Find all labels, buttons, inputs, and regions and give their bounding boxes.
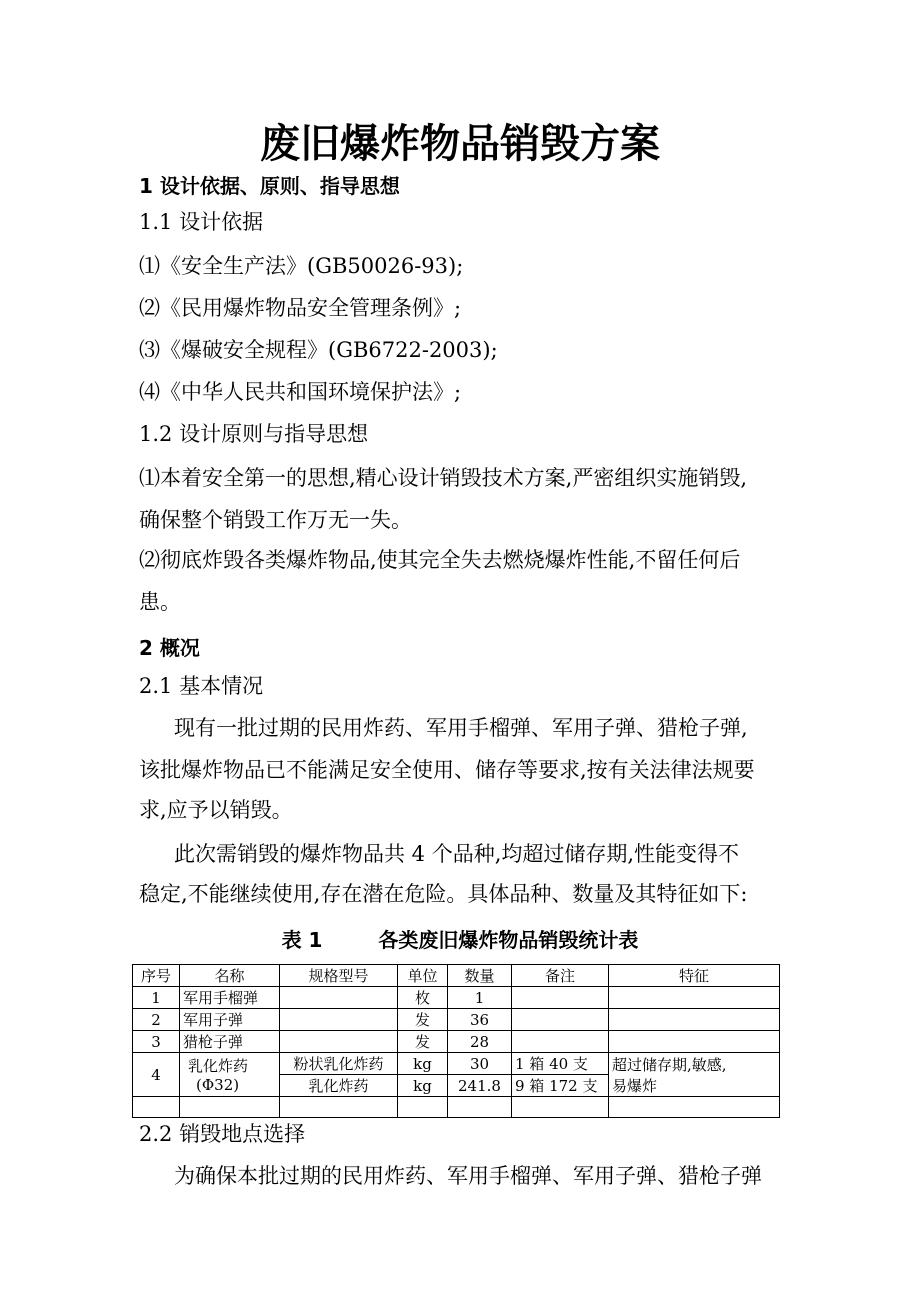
table-cell — [180, 1097, 280, 1118]
table-row — [133, 1031, 780, 1053]
table-cell: 3 — [133, 1031, 180, 1053]
feature-line-1: 超过储存期,敏感, — [612, 1055, 727, 1074]
table-cell — [512, 1031, 609, 1053]
table-cell — [512, 1009, 609, 1031]
principle-1-line-1: ⑴本着安全第一的思想,精心设计销毁技术方案,严密组织实施销毁, — [139, 466, 748, 490]
site-para-line-1: 为确保本批过期的民用炸药、军用手榴弹、军用子弹、猎枪子弹 — [174, 1164, 762, 1188]
basis-item-1: ⑴《安全生产法》(GB50026-93); — [139, 254, 464, 278]
situation-para-1-line-2: 该批爆炸物品已不能满足安全使用、储存等要求,按有关法律法规要 — [139, 758, 755, 782]
situation-para-2-line-2: 稳定,不能继续使用,存在潜在危险。具体品种、数量及其特征如下: — [139, 882, 748, 906]
table-cell: 猎枪子弹 — [180, 1031, 280, 1053]
table-cell — [133, 1097, 180, 1118]
name-line-1: 乳化炸药 — [188, 1057, 249, 1075]
table-cell — [280, 1031, 398, 1053]
table-cell: 军用子弹 — [180, 1009, 280, 1031]
table-caption — [0, 924, 920, 953]
table-cell: 发 — [398, 1009, 448, 1031]
table-cell: 4 — [133, 1053, 180, 1097]
table-cell: 9 箱 172 支 — [512, 1075, 609, 1097]
table-cell — [280, 1097, 398, 1118]
situation-para-2-line-1: 此次需销毁的爆炸物品共 4 个品种,均超过储存期,性能变得不 — [174, 842, 740, 866]
subsection-2-2-heading: 2.2 销毁地点选择 — [139, 1122, 306, 1146]
table-cell — [609, 1031, 780, 1053]
table-cell — [609, 987, 780, 1009]
table-cell: 30 — [448, 1053, 512, 1075]
table-cell — [512, 987, 609, 1009]
subsection-1-1-heading: 1.1 设计依据 — [139, 210, 264, 234]
header-cell: 特征 — [609, 965, 780, 987]
table-cell: 乳化炸药 — [280, 1075, 398, 1097]
table-cell: 1 — [448, 987, 512, 1009]
table-row-empty — [133, 1097, 780, 1118]
table-cell: 枚 — [398, 987, 448, 1009]
table-cell — [280, 1009, 398, 1031]
table-cell — [398, 1097, 448, 1118]
page-title: 废旧爆炸物品销毁方案 — [260, 120, 660, 167]
situation-para-1-line-3: 求,应予以销毁。 — [139, 798, 293, 822]
header-cell: 序号 — [133, 965, 180, 987]
table-cell: 241.8 — [448, 1075, 512, 1097]
table-caption-number: 表 1 — [281, 928, 323, 952]
table-cell: 2 — [133, 1009, 180, 1031]
table-cell — [448, 1097, 512, 1118]
section-2-heading: 2 概况 — [139, 636, 200, 660]
header-cell: 名称 — [180, 965, 280, 987]
header-cell: 备注 — [512, 965, 609, 987]
situation-para-1-line-1: 现有一批过期的民用炸药、军用手榴弹、军用子弹、猎枪子弹, — [174, 716, 748, 740]
header-cell: 数量 — [448, 965, 512, 987]
principle-2-line-2: 患。 — [139, 590, 181, 614]
table-row — [133, 987, 780, 1009]
table-cell — [280, 987, 398, 1009]
section-1-heading: 1 设计依据、原则、指导思想 — [139, 174, 400, 198]
subsection-2-1-heading: 2.1 基本情况 — [139, 674, 264, 698]
table-cell-feature — [609, 1053, 780, 1097]
table-cell-name — [180, 1053, 280, 1097]
header-cell: 单位 — [398, 965, 448, 987]
principle-1-line-2: 确保整个销毁工作万无一失。 — [139, 508, 412, 532]
table-cell: 1 — [133, 987, 180, 1009]
header-cell: 规格型号 — [280, 965, 398, 987]
destruction-statistics-table — [132, 964, 780, 1118]
table-cell — [512, 1097, 609, 1118]
table-cell: kg — [398, 1075, 448, 1097]
table-row — [133, 1009, 780, 1031]
basis-item-4: ⑷《中华人民共和国环境保护法》; — [139, 380, 462, 404]
table-cell — [609, 1009, 780, 1031]
basis-item-2: ⑵《民用爆炸物品安全管理条例》; — [139, 296, 462, 320]
feature-line-2: 易爆炸 — [612, 1076, 658, 1095]
basis-item-3: ⑶《爆破安全规程》(GB6722-2003); — [139, 338, 498, 362]
table-cell: 军用手榴弹 — [180, 987, 280, 1009]
name-line-2: (Φ32) — [196, 1076, 240, 1094]
principle-2-line-1: ⑵彻底炸毁各类爆炸物品,使其完全失去燃烧爆炸性能,不留任何后 — [139, 548, 741, 572]
subsection-1-2-heading: 1.2 设计原则与指导思想 — [139, 422, 369, 446]
table-header-row — [133, 965, 780, 987]
table-cell: 28 — [448, 1031, 512, 1053]
table-cell: 粉状乳化炸药 — [280, 1053, 398, 1075]
table-cell: 发 — [398, 1031, 448, 1053]
table-cell: 36 — [448, 1009, 512, 1031]
table-cell — [609, 1097, 780, 1118]
table-caption-title: 各类废旧爆炸物品销毁统计表 — [378, 928, 639, 952]
table-cell: kg — [398, 1053, 448, 1075]
table-cell: 1 箱 40 支 — [512, 1053, 609, 1075]
table-row — [133, 1053, 780, 1075]
